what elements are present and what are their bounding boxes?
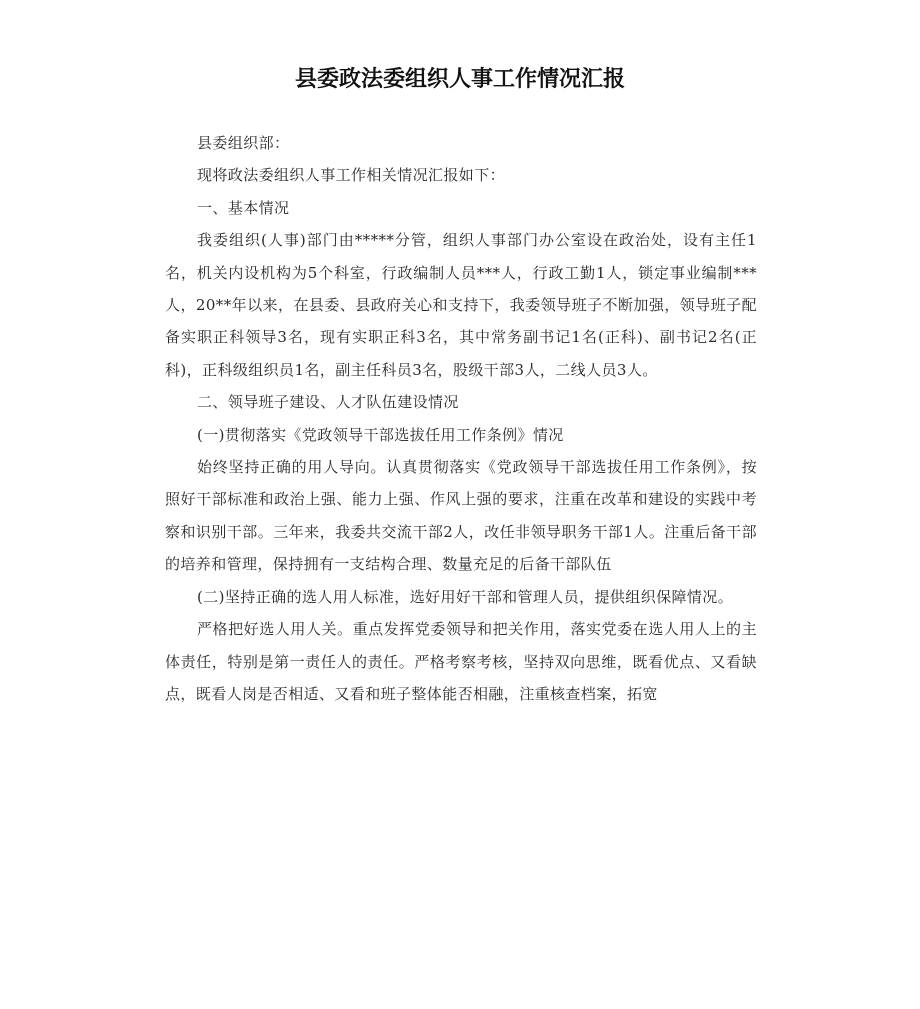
section-heading-leadership: 二、领导班子建设、人才队伍建设情况	[197, 393, 459, 412]
document-body	[165, 127, 757, 710]
intro-paragraph: 现将政法委组织人事工作相关情况汇报如下：	[197, 166, 506, 185]
guidance-paragraph: 始终坚持正确的用人导向。认真贯彻落实《党政领导干部选拔任用工作条例》，按照好干部标准和政治上强、能力上强、作风上强的要求，注重在改革和建设的实践中考察和识别干部。三年来，我委共交流干部2人，改任非领导职务干部1人。注重后备干部的培养和管理，保持拥有一支结构合理、数量充足的后备干部队伍	[165, 458, 757, 574]
basic-info-paragraph: 我委组织(人事)部门由*****分管，组织人事部门办公室设在政治处，设有主任1名，机关内设机构为5个科室，行政编制人员***人，行政工勤1人，锁定事业编制***人，20**年以来，在县委、县政府关心和支持下，我委领导班子不断加强，领导班子配备实职正科领导3名，现有实职正科3名，其中常务副书记1名(正科)、副书记2名(正科)，正科级组织员1名，副主任科员3名，股级干部3人，二线人员3人。	[165, 231, 757, 379]
salutation: 县委组织部：	[197, 134, 290, 152]
section-heading-basic: 一、基本情况	[197, 198, 290, 217]
selection-paragraph: 严格把好选人用人关。重点发挥党委领导和把关作用，落实党委在选人用人上的主体责任，特别是第一责任人的责任。严格考察考核，坚持双向思维，既看优点、又看缺点，既看人岗是否相适、又看和班子整体能否相融，注重核查档案，拓宽	[165, 620, 757, 703]
subsection-heading-1: (一)贯彻落实《党政领导干部选拔任用工作条例》情况	[197, 425, 564, 444]
document-title: 县委政法委组织人事工作情况汇报	[294, 67, 625, 92]
subsection-heading-2: (二)坚持正确的选人用人标准，选好用好干部和管理人员，提供组织保障情况。	[197, 587, 734, 606]
